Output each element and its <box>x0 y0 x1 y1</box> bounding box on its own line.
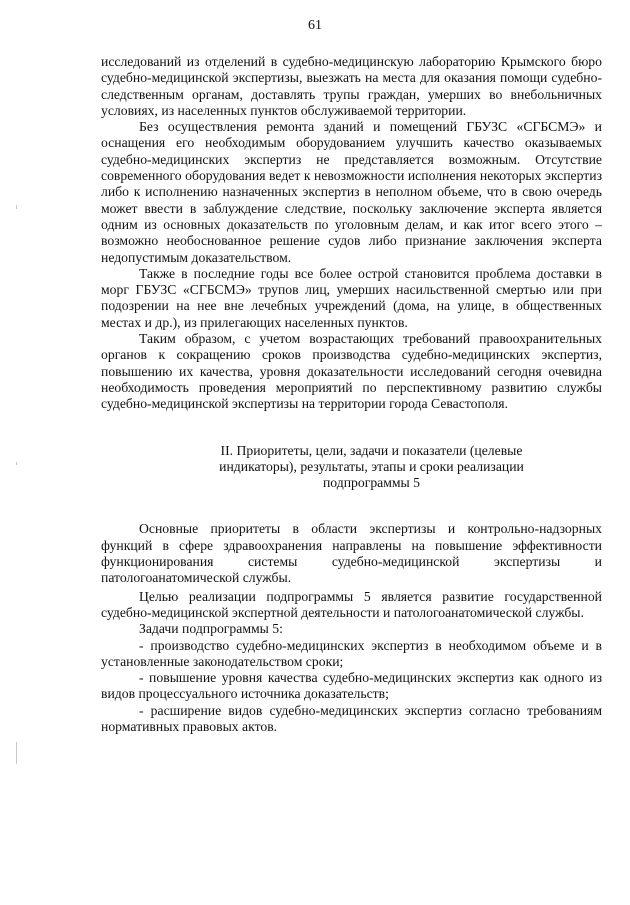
paragraph: Основные приоритеты в области экспертизы и контрольно-надзорных функций в сфере здравоохранения направлены на повышение эффективности функционирования системы судебно-медицинской экспертизы и патологоанатомической службы. <box>101 521 602 586</box>
scan-margin-mark <box>16 742 17 764</box>
paragraph: исследований из отделений в судебно-медицинскую лабораторию Крымского бюро судебно-медицинской экспертизы, выезжать на места для оказания помощи судебно-следственным органам, доставлять трупы граждан, умерших во внебольничных условиях, из населенных пунктов обслуживаемой территории. <box>101 54 602 118</box>
paragraph: Без осуществления ремонта зданий и помещений ГБУЗС «СГБСМЭ» и оснащения его необходимым оборудованием улучшить качество оказываемых судебно-медицинских экспертиз не представляется возможным. Отсутствие современного оборудования ведет к невозможности исполнения некоторых экспертиз либо к исполнению назначенных экспертиз в неполном объеме, что в свою очередь может ввести в заблуждение следствие, поскольку заключение эксперта является одним из основных доказательств по уголовным делам, и как итог всего этого – возможно необоснованное решение судов либо признание заключения эксперта недопустимым доказательством. <box>101 119 602 265</box>
tasks-label: Задачи подпрограммы 5: <box>139 621 283 637</box>
paragraph: Целью реализации подпрограммы 5 является развитие государственной судебно-медицинской экспертной деятельности и патологоанатомической службы. <box>101 588 602 620</box>
task-item: - производство судебно-медицинских экспертиз в необходимом объеме и в установленные законодательством сроки; <box>101 637 602 669</box>
scan-margin-mark <box>16 462 17 465</box>
section-heading: II. Приоритеты, цели, задачи и показатели (целевые индикаторы), результаты, этапы и сроки реализации подпрограммы 5 <box>219 442 524 491</box>
paragraph: Также в последние годы все более острой становится проблема доставки в морг ГБУЗС «СГБСМЭ» трупов лиц, умерших насильственной смертью или при подозрении на нее вне лечебных учреждений (дома, на улице, в общественных местах и др.), из прилегающих населенных пунктов. <box>101 265 602 330</box>
page-number: 61 <box>308 18 322 33</box>
task-item: - расширение видов судебно-медицинских экспертиз согласно требованиям нормативных правовых актов. <box>101 702 602 734</box>
document-body <box>101 54 602 735</box>
task-item: - повышение уровня качества судебно-медицинских экспертиз как одного из видов процессуального источника доказательств; <box>101 670 602 702</box>
scan-margin-mark <box>16 205 17 209</box>
paragraph: Таким образом, с учетом возрастающих требований правоохранительных органов к сокращению сроков производства судебно-медицинских экспертиз, повышению их качества, уровня доказательности исследований сегодня очевидна необходимость проведения мероприятий по перспективному развитию службы судебно-медицинской экспертизы на территории города Севастополя. <box>101 331 602 412</box>
